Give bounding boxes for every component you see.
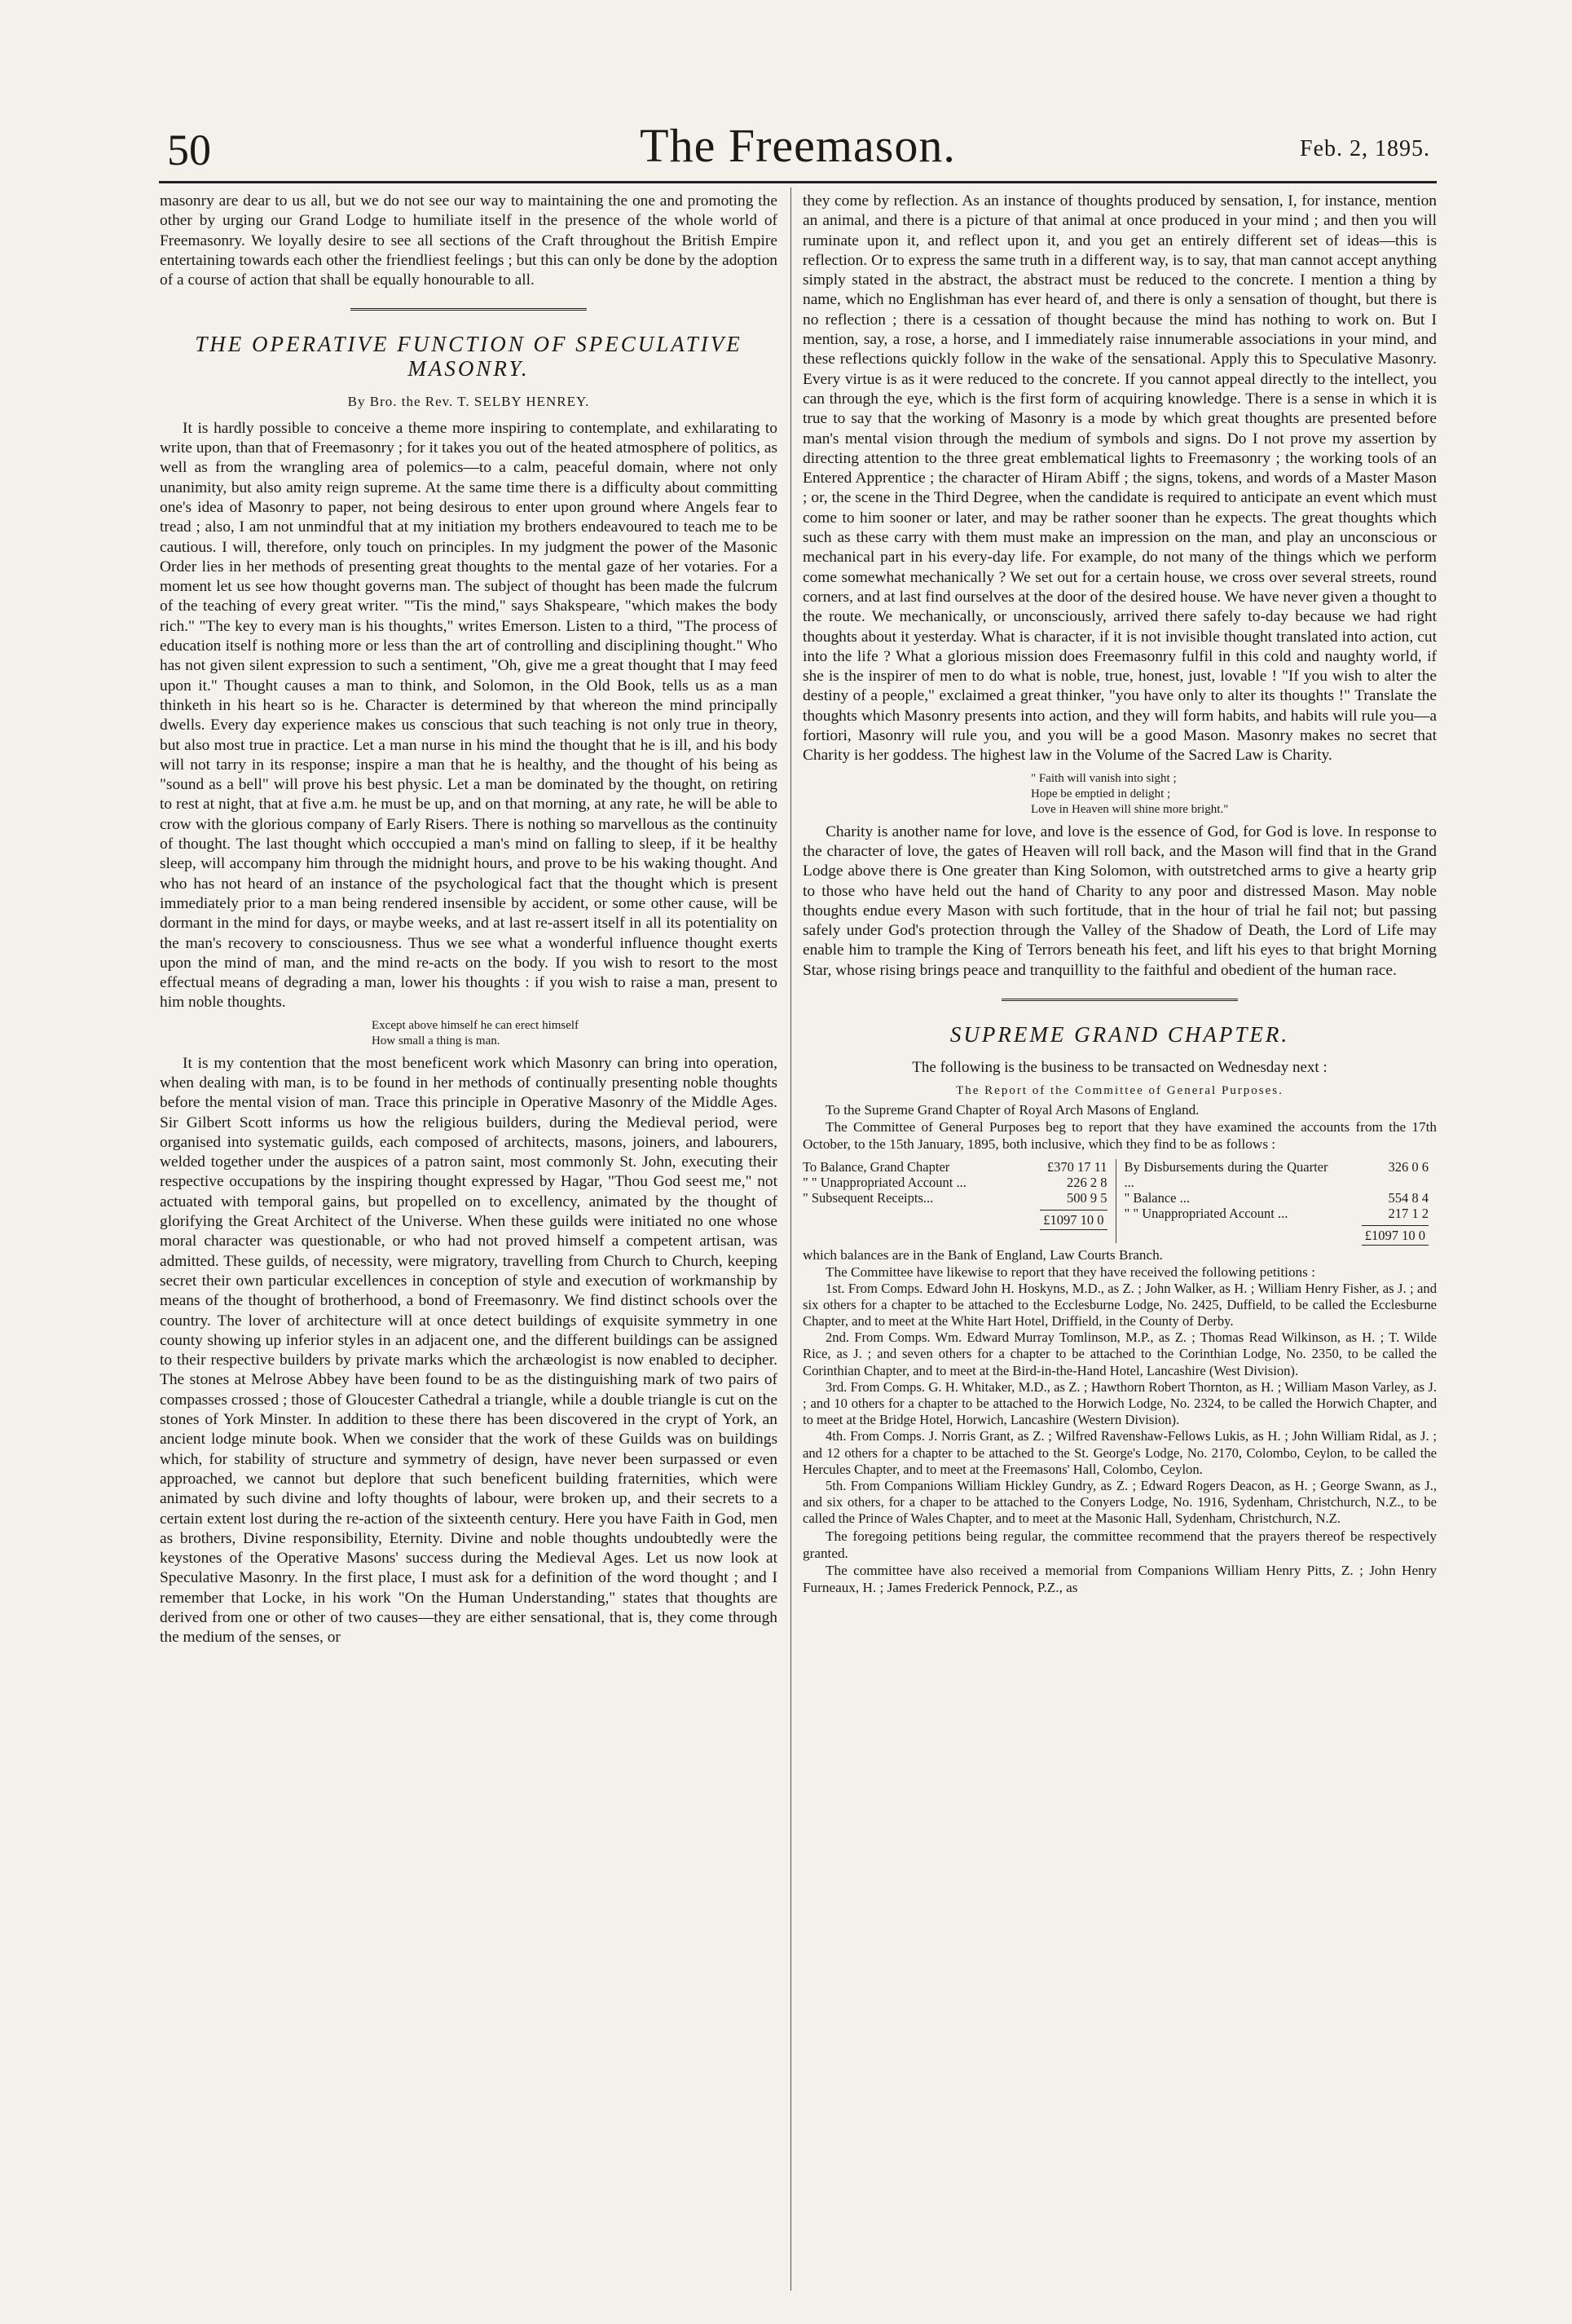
account-amount: 500 9 5 xyxy=(1067,1189,1107,1206)
account-row xyxy=(803,1190,1116,1206)
account-label: " " Unappropriated Account ... xyxy=(803,1174,967,1190)
chapter-title: SUPREME GRAND CHAPTER. xyxy=(949,1021,1290,1047)
article-byline: By Bro. the Rev. T. SELBY HENREY. xyxy=(347,394,590,410)
account-row xyxy=(1125,1159,1438,1190)
account-row xyxy=(803,1175,1116,1190)
verse-line: How small a thing is man. xyxy=(372,1034,500,1047)
page-number: 50 xyxy=(167,126,211,174)
article-paragraph: It is hardly possible to conceive a theme more inspiring to contemplate, and exhilarating to write upon, than that of Freemasonry ; for it takes you out of the heated atmosphere of politics, as well as from the wrangling area of polemics—to a calm, peaceful domain, where not only unanimity, but also amity reign supreme. At the same time there is a difficulty about committing one's idea of Masonry to paper, not being desirous to enter upon ground where Angels fear to tread ; also, I am not unmindful that at my initiation my brothers endeavoured to teach me to be cautious. I will, therefore, only touch on principles. In my judgment the power of the Masonic Order lies in her methods of presenting great thoughts to the mental gaze of her votaries. For a moment let us see how thought governs man. The subject of thought has been made the fulcrum of the teaching of every great writer. "'Tis the mind," says Shakspeare, "which makes the body rich." "The key to every man is his thoughts," writes Emerson. Listen to a third, "The process of education itself is nothing more or less than the art of controlling and disciplining thought." Who has not given silent expression to such a sentiment, "Oh, give me a great thought that I may feed upon it." Thought causes a man to think, and Solomon, in the Old Book, tells us as a man thinketh in his heart so is he. Character is determined by that whereon the mind principally dwells. Every day experience makes us conscious that such teaching is not only true in theory, but also most true in practice. Let a man nurse in his mind the thought that he is ill, and his body will not tarry in its response; inspire a man that he is healthy, and the thought of his being as "sound as a bell" will prove his best physic. Let a man be dominated by the thought, on retiring to rest at night, that at five a.m. he must be up, and on that morning, at any rate, he will be able to crow with the glorious company of Early Risers. There is nothing so marvellous as the continuity of thought. The last thought which occcupied a man's mind on falling to sleep, if it be healthy sleep, will accompany him through the midnight hours, and prove to be his waking thought. And who has not heard of an instance of the psychological fact that the thought which is present immediately prior to a man being rendered insensible by accident, or some other cause, will be dormant in the mind for days, or maybe weeks, and at last re-assert itself in all its potentiality on the man's recovery to consciousness. Thus we see what a wonderful influence thought exerts upon the mind of man, and the mind re-acts on the body. If you wish to resort to the most effectual means of degrading a man, lower his thoughts : if you wish to raise a man, present to him noble thoughts. xyxy=(160,419,777,1012)
article-paragraph: Charity is another name for love, and love is the essence of God, for God is love. In response to the character of love, the gates of Heaven will roll back, and the Mason will find that in the Grand Lodge above there is One greater than King Solomon, with outstretched arms to give a hearty grip to those who have held out the hand of Charity to any poor and distressed Mason. May noble thoughts endue every Mason with such fortitude, that in the hour of trial he fail not; but passing safely under God's protection through the Valley of the Shadow of Death, the Lord of Life may enable him to trample the King of Terrors beneath his feet, and lift his eyes to that bright Morning Star, whose rising brings peace and tranquillity to the faithful and obedient of the human race. xyxy=(803,822,1437,979)
verse-line: Except above himself he can erect himself xyxy=(372,1018,579,1032)
account-label: " Balance ... xyxy=(1124,1189,1190,1206)
verse-quote xyxy=(1031,771,1437,818)
report-paragraph: The foregoing petitions being regular, the committee recommend that the prayers thereof be respectively granted. xyxy=(803,1528,1437,1561)
report-paragraph: The Committee have likewise to report that they have received the following petitions : xyxy=(826,1263,1315,1280)
section-rule xyxy=(350,308,587,312)
accounts-table xyxy=(803,1159,1437,1243)
account-row xyxy=(1125,1190,1438,1206)
left-column xyxy=(160,192,777,1648)
account-amount: 554 8 4 xyxy=(1388,1189,1429,1206)
report-intro: The following is the business to be transacted on Wednesday next : xyxy=(912,1058,1328,1076)
account-label: " " Unappropriated Account ... xyxy=(1124,1205,1288,1221)
petition-item: 4th. From Comps. J. Norris Grant, as Z. ; Wilfred Ravenshaw-Fellows Lukis, as H. ; John William Ridal, as J. ; and 12 others for a chapter to be attached to the St. George's Lodge, No. 2170, Colombo, Ceylon, to be called the Hercules Chapter, and to meet at the Freemasons' Hall, Colombo, Ceylon. xyxy=(803,1428,1437,1477)
account-amount: 226 2 8 xyxy=(1067,1174,1107,1190)
account-row xyxy=(803,1159,1116,1175)
masthead-rule xyxy=(159,181,1437,183)
account-label: To Balance, Grand Chapter xyxy=(803,1158,950,1175)
petition-item: 1st. From Comps. Edward John H. Hoskyns, M.D., as Z. ; John Walker, as H. ; William Henry Fisher, as J. ; and six others for a chapter to be attached to the Ecclesburne Lodge, No. 2425, Duffield, to be called the Ecclesburne Chapter, and to meet at the White Hart Hotel, Driffield, in the County of Derby. xyxy=(803,1280,1437,1329)
petitions-list xyxy=(803,1281,1437,1528)
right-column xyxy=(803,192,1437,1596)
petition-item: 3rd. From Comps. G. H. Whitaker, M.D., as Z. ; Hawthorn Robert Thornton, as H. ; William Mason Varley, as J. ; and 10 others for a chapter to be attached to the Horwich Lodge, No. 2324, to be called the Horwich Chapter, and to meet at the Bridge Hotel, Horwich, Lancashire (Western Division). xyxy=(803,1378,1437,1428)
article-paragraph: It is my contention that the most beneficent work which Masonry can bring into operation, when dealing with man, is to be found in her methods of continually presenting noble thoughts before the mental vision of man. Trace this principle in Operative Masonry of the Middle Ages. Sir Gilbert Scott informs us how the religious builders, during the Medieval period, were organised into systematic guilds, each composed of architects, masons, joiners, and labourers, welded together under the auspices of a patron saint, most commonly St. John, executing their respective occupations by the inspiring thought expressed by Hagar, "Thou God seest me," not actuated with temporal gains, but propelled on to excellency, animated by the thought of glorifying the Great Architect of the Universe. When these guilds were initiated no one whose moral character was questionable, or who had not proved himself a competent artisan, was admitted. These guilds, of necessity, were migratory, travelling from Church to Church, keeping secret their own particular excellences in conception of style and execution of workmanship by means of the thought of brotherhood, a bond of Freemasonry. We find distinct schools over the country. The lover of architecture will at once detect buildings of exquisite symmetry in one county showing up inferior styles in an adjacent one, and the different buildings can be assigned to their respective builders by private marks which the archæologist is now enabled to decipher. The stones at Melrose Abbey have been found to be as the distinguishing mark of two pairs of compasses crossed ; those of Gloucester Cathedral a triangle, while a double triangle is cut on the stones of York Minster. In addition to these there has been discovered in the crypt of York, an ancient lodge minute book. When we consider that the work of these Guilds was on buildings which, for stability of structure and symmetry of design, have never been surpassed or even approached, we cannot but deplore that such beneficent building fraternities, which were animated by such divine and lofty thoughts of labour, were broken up, and their secrets to a certain extent lost during the re-action of the sixteenth century. Here you have Faith in God, men as brothers, Divine responsibility, Eternity. Divine and noble thoughts undoubtedly were the keystones of the Operative Masons' success during the Medieval Ages. Let us now look at Speculative Masonry. In the first place, I must ask for a definition of the word thought ; and I remember that Locke, in his work "On the Human Understanding," states that thoughts are derived from one or other of two causes—they are either sensational, that is, they come through the medium of the senses, or xyxy=(160,1054,777,1647)
account-label: " Subsequent Receipts... xyxy=(803,1189,934,1206)
article-title: THE OPERATIVE FUNCTION OF SPECULATIVE MASONRY. xyxy=(195,332,742,381)
verse-line: Love in Heaven will shine more bright." xyxy=(1031,802,1229,816)
account-amount: 326 0 6 xyxy=(1388,1158,1429,1175)
accounts-disbursements xyxy=(1116,1159,1438,1243)
account-amount: £370 17 11 xyxy=(1046,1158,1107,1175)
petition-item: 5th. From Companions William Hickley Gundry, as Z. ; Edward Rogers Deacon, as H. ; George Swann, as J., and six others, for a chaper to be attached to the Conyers Lodge, No. 1916, Sydenham, Christchurch, N.Z., to be called the Prince of Wales Chapter, and to meet at the Masonic Hall, Sydenham, Christchurch, N.Z. xyxy=(803,1478,1437,1527)
article-paragraph: they come by reflection. As an instance of thoughts produced by sensation, I, for instance, mention an animal, and there is a picture of that animal at once produced in your mind ; and then you will ruminate upon it, and reflect upon it, and you get an entirely different set of ideas—this is reflection. Or to express the same truth in a different way, is to say, that man cannot accept anything simply stated in the abstract, the abstract must be reduced to the concrete. I mention a thing by name, which no Englishman has ever heard of, and there is only a sensation of thought, but there is no reflection ; there is a cessation of thought because the mind has nothing to work on. But I mention, say, a rose, a horse, and I immediately raise innumerable associations in your mind, and these reflections quickly follow in the wake of the sensational. Apply this to Speculative Masonry. Every virtue is as it were reduced to the concrete. If you cannot appeal directly to the intellect, you can through the eye, which is the first form of acquiring knowledge. There is a sense in which it is true to say that the working of Masonry is a mode by which great thoughts are presented before man's mental vision through the medium of symbols and signs. Do I not prove my assertion by directing attention to the three great emblematical lights to Freemasonry ; the working tools of an Entered Apprentice ; the character of Hiram Abiff ; the signs, tokens, and words of a Master Mason ; or, the scene in the Third Degree, when the candidate is required to anticipate an event which must come to him sooner or later, and may be rather sooner than he expects. The great thoughts which such as these carry with them must make an impression on the man, and play an unconscious or mechanical part in his every-day life. For example, do not many of the things which we perform come somewhat mechanically ? We set out for a certain house, we cross over several streets, round corners, and at last find ourselves at the door of the desired house. We have never given a thought to the route. We mechanically, or unconsciously, arrived there safely to-day because we had right thoughts about it yesterday. What is character, if it is not invisible thought translated into action, cut into the life ? What a glorious mission does Freemasonry fulfil in this cold and naughty world, if she is the inspirer of men to do what is noble, true, honest, just, lovable ! "If you wish to alter the destiny of a people," exclaimed a great thinker, "you have only to alter its thoughts !" Translate the thoughts which Masonry presents into action, and they will form habits, and habits will rule you—a fortiori, Masonry will rule you, and you will be a good Mason. Masonry makes no secret that Charity is her goddess. The highest law in the Volume of the Sacred Law is Charity. xyxy=(803,192,1437,765)
report-paragraph: which balances are in the Bank of England, Law Courts Branch. xyxy=(803,1246,1163,1263)
account-label: By Disbursements during the Quarter ... xyxy=(1124,1158,1328,1190)
report-paragraph: The committee have also received a memorial from Companions William Henry Pitts, Z. ; John Henry Furneaux, H. ; James Frederick Pennock, P.Z., as xyxy=(803,1562,1437,1595)
accounts-receipts xyxy=(803,1159,1116,1243)
newspaper-title: The Freemason. xyxy=(640,119,956,172)
issue-date: Feb. 2, 1895. xyxy=(1300,136,1430,161)
report-paragraph: The Committee of General Purposes beg to report that they have examined the accounts from the 17th October, to the 15th January, 1895, both inclusive, which they find to be as follows : xyxy=(803,1118,1437,1152)
verse-line: Hope be emptied in delight ; xyxy=(1031,787,1171,800)
verse-quote xyxy=(372,1018,777,1049)
account-amount: 217 1 2 xyxy=(1388,1205,1429,1221)
petition-item: 2nd. From Comps. Wm. Edward Murray Tomlinson, M.P., as Z. ; Thomas Read Wilkinson, as H. ; T. Wilde Rice, as J. ; and seven others for a chapter to be attached to the Corinthian Lodge, No. 2350, to be called the Corinthian Chapter, and to meet at the Bird-in-the-Hand Hotel, Lancashire (West Division). xyxy=(803,1330,1437,1378)
masthead xyxy=(159,118,1437,175)
continued-paragraph: masonry are dear to us all, but we do not see our way to maintaining the one and promoting the other by urging our Grand Lodge to humiliate itself in the presence of the whole world of Freemasonry. We loyally desire to see all sections of the Craft throughout the British Empire entertaining towards each other the friendliest feelings ; but this can only be done by the adoption of a course of action that shall be equally honourable to all. xyxy=(160,192,777,289)
report-address: To the Supreme Grand Chapter of Royal Arch Masons of England. xyxy=(826,1101,1200,1118)
report-title: The Report of the Committee of General Purposes. xyxy=(956,1084,1284,1098)
section-rule xyxy=(1002,999,1238,1003)
verse-line: " Faith will vanish into sight ; xyxy=(1031,771,1177,785)
account-total: £1097 10 0 xyxy=(1125,1228,1438,1243)
account-row xyxy=(1125,1206,1438,1221)
account-total: £1097 10 0 xyxy=(803,1212,1116,1228)
column-divider xyxy=(790,187,791,2291)
